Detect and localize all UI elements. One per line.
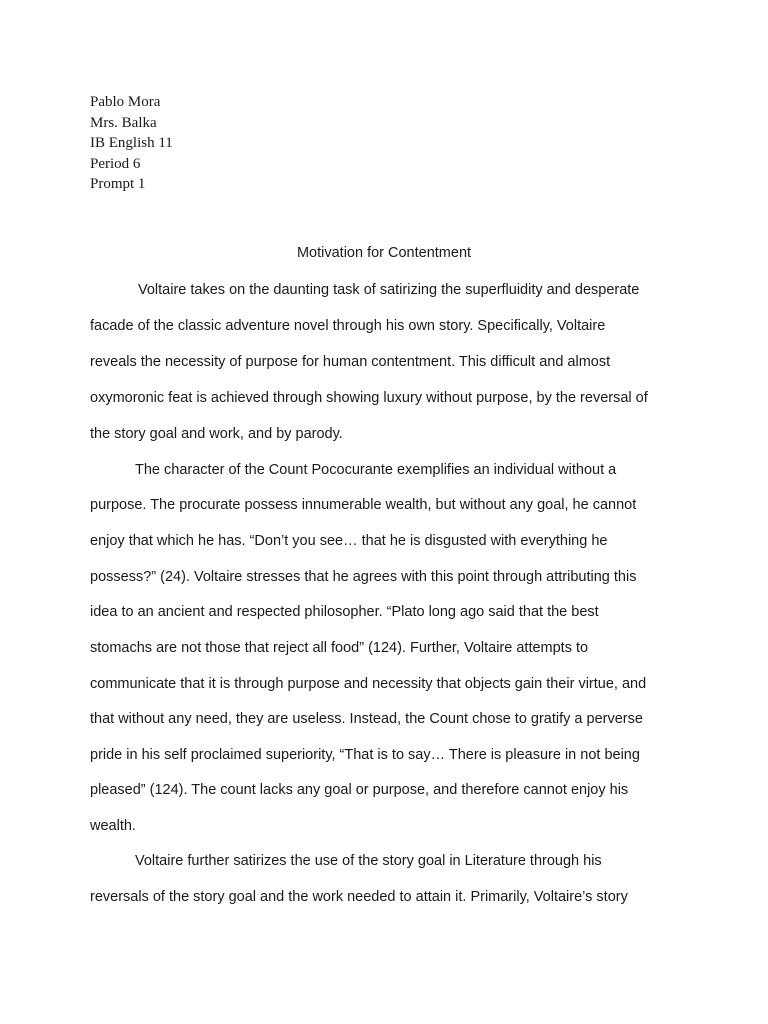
- body-line: stomachs are not those that reject all food” (124). Further, Voltaire attempts to: [90, 640, 589, 656]
- body-line: The character of the Count Pococurante exemplifies an individual without a: [135, 462, 617, 478]
- student-name: Pablo Mora: [90, 94, 161, 110]
- body-line: Voltaire further satirizes the use of the story goal in Literature through his: [135, 853, 602, 869]
- class-period: Period 6: [90, 155, 141, 172]
- body-line: idea to an ancient and respected philosopher. “Plato long ago said that the best: [90, 604, 599, 620]
- body-line: purpose. The procurate possess innumerable wealth, but without any goal, he cannot: [90, 497, 637, 513]
- body-line: oxymoronic feat is achieved through showing luxury without purpose, by the reversal of: [90, 390, 648, 406]
- body-line: reversals of the story goal and the work needed to attain it. Primarily, Voltaire’s story: [90, 889, 628, 905]
- body-line: possess?” (24). Voltaire stresses that he agrees with this point through attributing this: [90, 569, 637, 585]
- body-line: wealth.: [90, 818, 136, 834]
- body-line: facade of the classic adventure novel through his own story. Specifically, Voltaire: [90, 318, 606, 334]
- student-header: [90, 92, 173, 195]
- body-line: communicate that it is through purpose and necessity that objects gain their virtue, and: [90, 676, 647, 692]
- body-line: that without any need, they are useless. Instead, the Count chose to gratify a perverse: [90, 711, 643, 727]
- teacher-name: Mrs. Balka: [90, 114, 157, 131]
- body-line: reveals the necessity of purpose for human contentment. This difficult and almost: [90, 354, 611, 370]
- body-line: enjoy that which he has. “Don’t you see… that he is disgusted with everything he: [90, 533, 608, 549]
- essay-title: Motivation for Contentment: [296, 245, 472, 261]
- course-name: IB English 11: [90, 135, 173, 151]
- body-line: Voltaire takes on the daunting task of satirizing the superfluidity and desperate: [138, 282, 640, 298]
- body-line: pleased” (124). The count lacks any goal or purpose, and therefore cannot enjoy his: [90, 782, 629, 798]
- prompt-number: Prompt 1: [90, 176, 146, 192]
- body-line: pride in his self proclaimed superiority, “That is to say… There is pleasure in not being: [90, 747, 640, 763]
- body-line: the story goal and work, and by parody.: [90, 426, 343, 442]
